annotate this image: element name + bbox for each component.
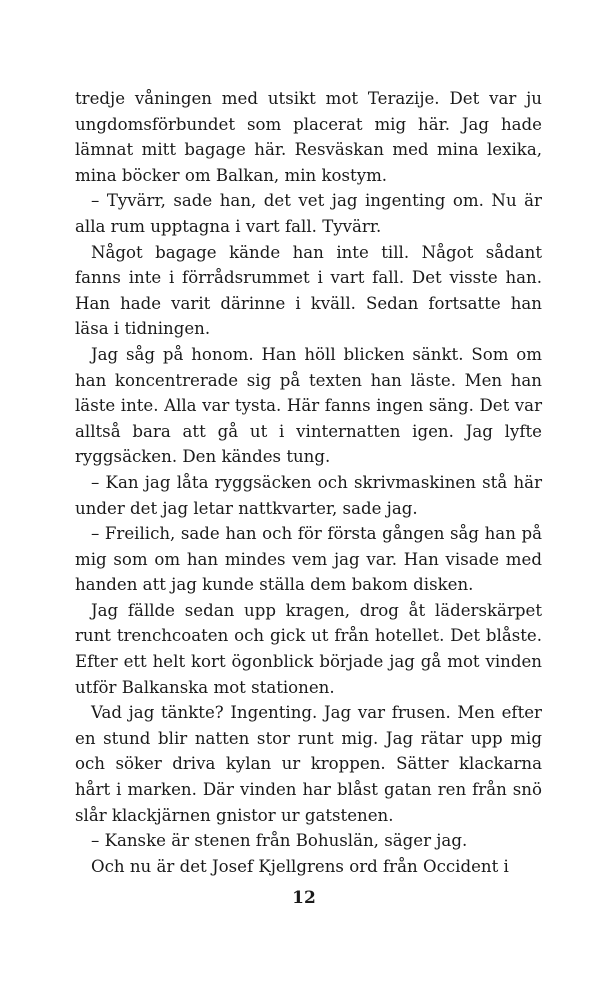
- paragraph-4: Jag såg på honom. Han höll blicken sänkt. Som om han koncentrerade sig på texten han läste. Men han läste inte. Alla var tysta. Här fanns ingen säng. Det var alltså bara att gå ut i vinternatten igen. Jag lyfte ryggsäcken. Den kändes tung.: [75, 344, 542, 467]
- paragraph-9: – Kanske är stenen från Bohuslän, säger jag.: [91, 831, 468, 851]
- page-number: 12: [292, 888, 316, 908]
- paragraph-1: tredje våningen med utsikt mot Terazije. Det var ju ungdomsförbundet som placerat mig här. Jag hade lämnat mitt bagage här. Resväskan med mina lexika, mina böcker om Balkan, min kostym.: [75, 89, 542, 185]
- paragraph-2: – Tyvärr, sade han, det vet jag ingenting om. Nu är alla rum upptagna i vart fall. Tyvärr.: [75, 191, 542, 236]
- paragraph-8: Vad jag tänkte? Ingenting. Jag var frusen. Men efter en stund blir natten stor runt mig. Jag rätar upp mig och söker driva kylan ur kroppen. Sätter klackarna hårt i marken. Där vinden har blåst gatan ren från snö slår klackjärnen gnistor ur gatstenen.: [75, 703, 542, 825]
- paragraph-6: – Freilich, sade han och för första gången såg han på mig som om han mindes vem jag var. Han visade med handen att jag kunde ställa dem bakom disken.: [75, 524, 542, 595]
- paragraph-10: Och nu är det Josef Kjellgrens ord från Occident i: [91, 856, 509, 876]
- paragraph-5: – Kan jag låta ryggsäcken och skrivmaskinen stå här under det jag letar nattkvarter, sade jag.: [75, 472, 542, 518]
- body-text: [75, 86, 542, 879]
- paragraph-3: Något bagage kände han inte till. Något sådant fanns inte i förrådsrummet i vart fall. Det visste han. Han hade varit därinne i kväll. Sedan fortsatte han läsa i tidningen.: [75, 242, 542, 339]
- paragraph-7: Jag fällde sedan upp kragen, drog åt läderskärpet runt trenchcoaten och gick ut från hotellet. Det blåste. Efter ett helt kort ögonblick började jag gå mot vinden utför Balkanska mot stationen.: [75, 600, 542, 697]
